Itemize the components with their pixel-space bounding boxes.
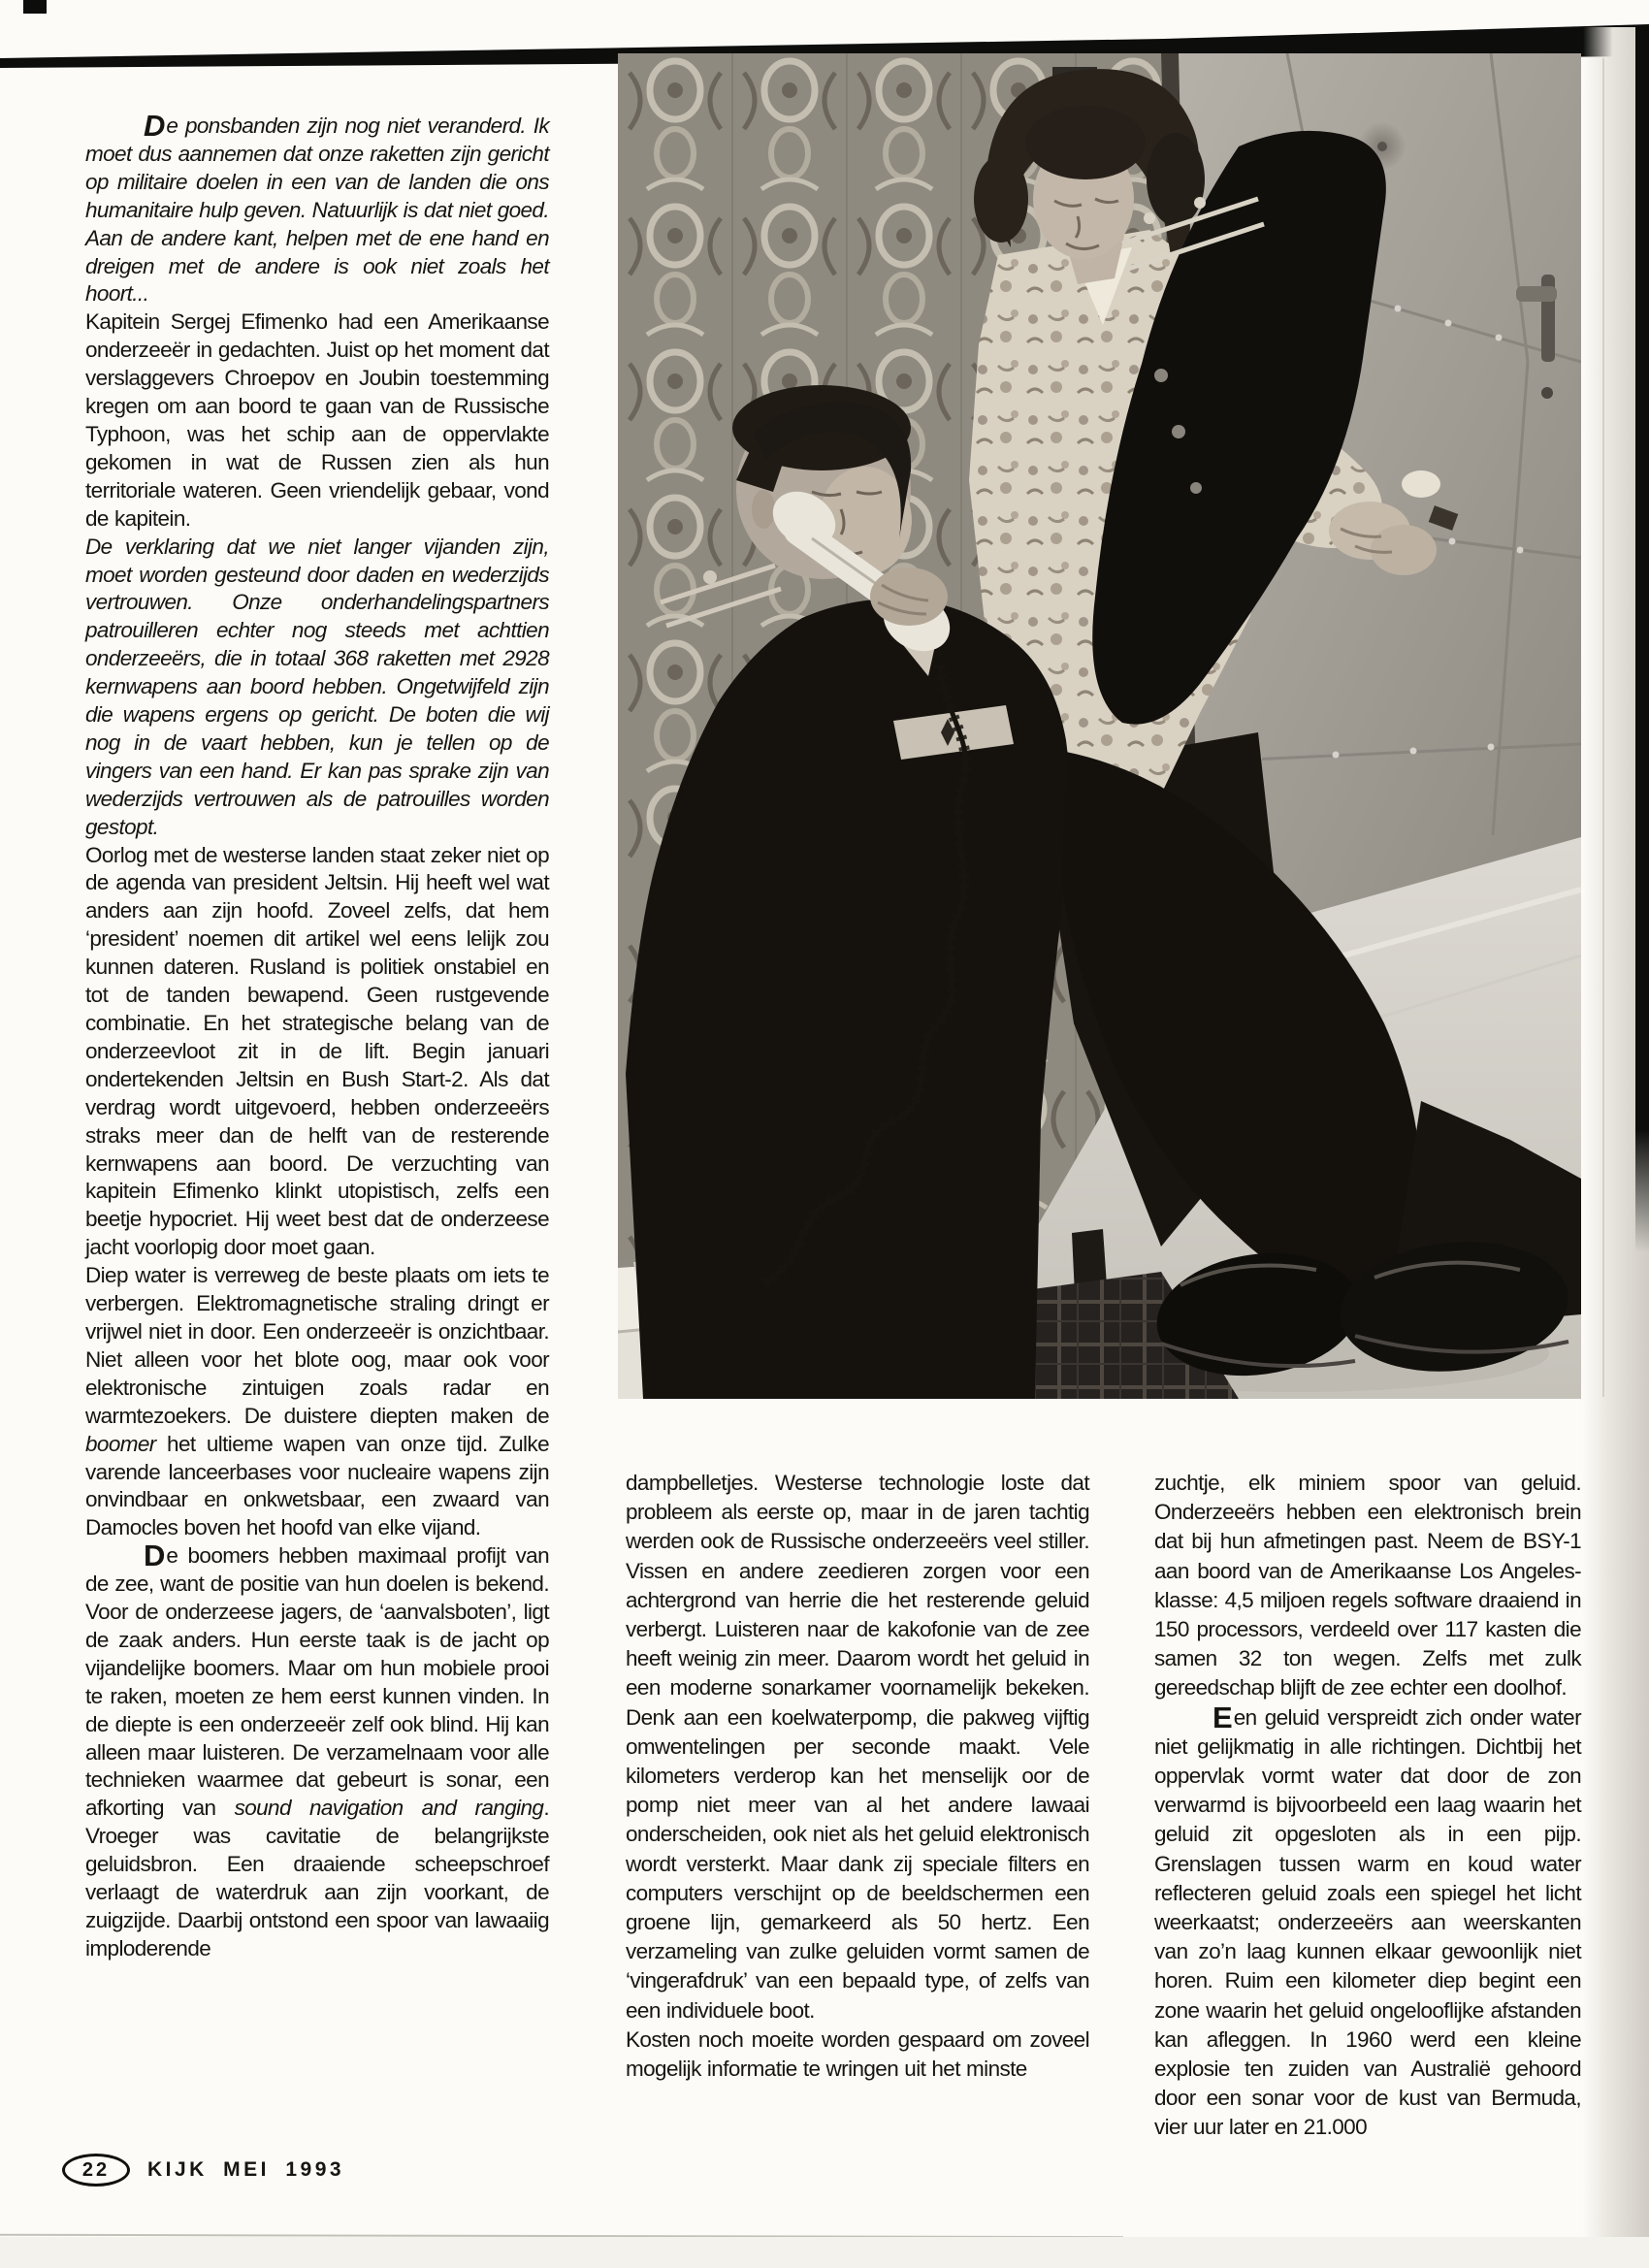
left-column: [85, 109, 550, 1963]
page-curl-line: [1602, 58, 1604, 1397]
middle-column: [626, 1469, 1089, 2084]
photo-captain-on-phone: [618, 53, 1581, 1399]
paragraph: De boomers hebben maximaal profijt van de zee, want de positie van hun doelen is bekend. Voor de onderzeese jagers, de ‘aanvalsboten’, ligt de zaak anders. Hun eerste taak is de jacht op vijandelijke boomers. Maar om hun mobiele prooi te raken, moeten ze hem eerst kunnen vinden. In de diepte is een onderzeeër zelf ook blind. Hij kan alleen maar luisteren. De verzamelnaam voor alle technieken waarmee dat gebeurt is sonar, een afkorting van sound navigation and ranging. Vroeger was cavitatie de belangrijkste geluidsbron. Een draaiende scheepschroef verlaagt de waterdruk aan zijn voorkant, de zuigzijde. Daarbij ontstond een spoor van lawaaiig imploderende: [85, 1539, 550, 1960]
paragraph: zuchtje, elk miniem spoor van geluid. Onderzeeërs hebben een elektronisch brein dat bij hun afmetingen past. Neem de BSY-1 aan boord van de Amerikaanse Los Angeles-klasse: 4,5 miljoen regels software draaiend in 150 processors, verdeeld over 117 kasten die samen 32 ton wegen. Zelfs met zulk gereedschap blijft de zee echter een doolhof.: [1154, 1471, 1581, 1701]
paragraph: Een geluid verspreidt zich onder water niet gelijkmatig in alle richtingen. Dichtbij het oppervlak vormt water dat door de zon verwarmd is bijvoorbeeld een laag waarin het geluid zit opgesloten als in een pijp. Grenslagen tussen warm en koud water reflecteren geluid zoals een spiegel het licht weerkaatst; onderzeeërs aan weerskanten van zo’n laag kunnen elkaar gewoonlijk niet horen. Ruim een kilometer diep begint een zone waarin het geluid ongelooflijke afstanden kan afleggen. In 1960 werd een kleine explosie ten zuiden van Australië gehoord door een sonar voor de kust van Bermuda, vier uur later en 21.000: [1154, 1700, 1581, 2140]
paragraph: Kapitein Sergej Efimenko had een Amerikaanse onderzeeër in gedachten. Juist op het moment dat verslaggevers Chroepov en Joubin toestemming kregen om aan boord te gaan van de Russische Typhoon, was het schip aan de oppervlakte gekomen in wat de Russen zien als hun territoriale wateren. Geen vriendelijk gebaar, vond de kapitein.: [85, 309, 549, 531]
drop-cap: E: [1212, 1700, 1233, 1734]
page-number: 22: [81, 2158, 111, 2181]
right-column: [1154, 1469, 1581, 2143]
paragraph: De ponsbanden zijn nog niet veranderd. Ik moet dus aannemen dat onze raketten zijn gericht op militaire doelen in een van de landen die ons humanitaire hulp geven. Natuurlijk is dat niet goed. Aan de andere kant, helpen met de ene hand en dreigen met de andere is ook niet zoals het hoort...: [85, 109, 549, 307]
paragraph: Kosten noch moeite worden gespaard om zoveel mogelijk informatie te wringen uit het minste: [626, 2026, 1089, 2082]
paragraph: dampbelletjes. Westerse technologie loste dat probleem als eerste op, maar in de jaren tachtig werden ook de Russische onderzeeërs veel stiller. Vissen en andere zeedieren zorgen voor een achtergrond van herrie die het resterende geluid verbergt. Luisteren naar de kakofonie van de zee heeft weinig zin meer. Daarom wordt het geluid in een moderne sonarkamer voornamelijk bekeken. Denk aan een koelwaterpomp, die pakweg vijftig omwentelingen per seconde maakt. Vele kilometers verderop kan het menselijk oor de pomp niet meer van al het andere lawaai onderscheiden, ook niet als het geluid elektronisch wordt versterkt. Maar dank zij speciale filters en computers verschijnt op de beeldschermen een groene lijn, gemarkeerd als 50 hertz. Een verzameling van zulke geluiden vormt samen de ‘vingerafdruk’ van een bepaald type, of zelfs van een individuele boot.: [626, 1471, 1089, 2023]
paragraph: Diep water is verreweg de beste plaats om iets te verbergen. Elektromagnetische straling dringt er vrijwel niet in door. Een onderzeeër is onzichtbaar. Niet alleen voor het blote oog, maar ook voor elektronische zintuigen zoals radar en warmtezoekers. De duistere diepten maken de boomer het ultieme wapen van onze tijd. Zulke varende lanceerbases voor nucleaire wapens zijn onvindbaar en onkwetsbaar, een zwaard van Damocles boven het hoofd van elke vijand.: [85, 1263, 549, 1540]
magazine-footer-title: KIJK MEI 1993: [147, 2158, 345, 2181]
paragraph: Oorlog met de westerse landen staat zeker niet op de agenda van president Jeltsin. Hij heeft wel wat anders aan zijn hoofd. Zoveel zelfs, dat hem ‘president’ noemen dit artikel wel eens lelijk zou kunnen dateren. Rusland is politiek onstabiel en tot de tanden bewapend. Geen rustgevende combinatie. En het strategische belang van de onderzeevloot zit in de lift. Begin januari ondertekenden Jeltsin en Bush Start-2. Als dat verdrag wordt uitgevoerd, hebben onderzeeërs straks meer dan de helft van de resterende kernwapens aan boord. De verzuchting van kapitein Efimenko klinkt utopistisch, zelfs een beetje hypocriet. Hij weet best dat de onderzeese jacht voorlopig door moet gaan.: [85, 842, 549, 1260]
page-number-badge: [62, 2154, 130, 2187]
next-page-edge-shade: [0, 2237, 1649, 2268]
scan-corner-mark: [23, 0, 47, 14]
scan-right-edge: [1635, 25, 1649, 1252]
drop-cap: D: [144, 1539, 166, 1573]
drop-cap: D: [144, 109, 166, 143]
paragraph: De verklaring dat we niet langer vijanden zijn, moet worden gesteund door daden en wederzijds vertrouwen. Onze onderhandelingspartners patrouilleren echter nog steeds met achttien onderzeeërs, die in totaal 368 raketten met 2928 kernwapens aan boord hebben. Ongetwijfeld zijn die wapens ergens op gericht. De boten die wij nog in de vaart hebben, kun je tellen op de vingers van een hand. Er kan pas sprake zijn van wederzijds vertrouwen als de patrouilles worden gestopt.: [85, 534, 549, 839]
